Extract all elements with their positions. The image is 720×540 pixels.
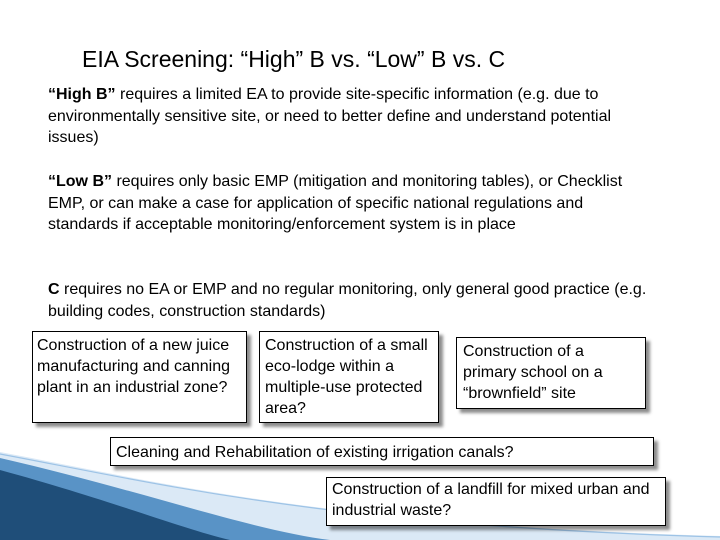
high-b-text: requires a limited EA to provide site-specific information (e.g. due to environmentally sensitive site, or need to better define and understand potential issues) <box>48 86 612 146</box>
category-c-text: requires no EA or EMP and no regular monitoring, only general good practice (e.g. building codes, construction standards) <box>48 281 647 320</box>
slide-title: EIA Screening: “High” B vs. “Low” B vs. C <box>82 46 506 72</box>
low-b-text: requires only basic EMP (mitigation and monitoring tables), or Checklist EMP, or can make a case for application of specific national regulations and standards if acceptable monitoring/enforcement system is in place <box>48 173 623 233</box>
irrigation-canals-box: Cleaning and Rehabilitation of existing irrigation canals? <box>110 437 654 466</box>
low-b-paragraph <box>48 171 648 236</box>
school-box: Construction of a primary school on a “brownfield” site <box>456 337 646 409</box>
high-b-paragraph <box>48 84 648 149</box>
landfill-box: Construction of a landfill for mixed urban and industrial waste? <box>326 477 666 526</box>
low-b-term: “Low B” <box>48 173 112 190</box>
high-b-term: “High B” <box>48 86 116 103</box>
juice-plant-box: Construction of a new juice manufacturing and canning plant in an industrial zone? <box>32 331 247 423</box>
category-c-paragraph <box>48 279 648 322</box>
category-c-term: C <box>48 281 60 298</box>
eco-lodge-box: Construction of a small eco-lodge within a multiple-use protected area? <box>259 331 439 423</box>
